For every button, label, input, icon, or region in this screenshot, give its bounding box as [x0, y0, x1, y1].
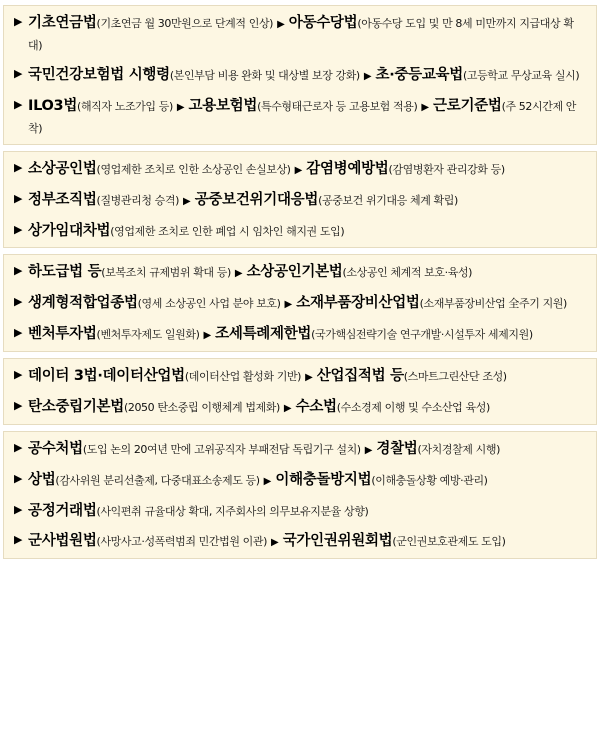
law-name: 공중보건위기대응법: [194, 192, 319, 208]
separator-triangle-icon: ▶: [283, 403, 292, 414]
list-item: [14, 500, 586, 521]
list-item: [14, 469, 586, 491]
law-description: (자치경찰제 시행): [417, 443, 500, 456]
law-name: 기초연금법: [28, 15, 97, 31]
law-name: 상법: [28, 472, 56, 488]
bullet-triangle-icon: ▶: [14, 441, 23, 454]
law-description: (도입 논의 20여년 만에 고위공직자 부패전담 독립기구 설치): [82, 443, 361, 456]
law-name: 공수처법: [28, 441, 83, 457]
law-description: (본인부담 비용 완화 및 대상별 보장 강화): [169, 69, 360, 82]
bullet-triangle-icon: ▶: [14, 472, 23, 485]
list-item: [14, 323, 586, 345]
law-name: 정부조직법: [28, 192, 97, 208]
law-name: 데이터 3법·데이터산업법: [28, 368, 185, 384]
law-section-box: [3, 254, 597, 352]
bullet-triangle-icon: ▶: [14, 399, 23, 412]
law-description: (영세 소상공인 사업 분야 보호): [137, 297, 281, 310]
list-item: [14, 365, 586, 387]
bullet-triangle-icon: ▶: [14, 264, 23, 277]
law-section-box: [3, 5, 597, 145]
list-item: [14, 530, 586, 552]
law-description: (스마트그린산단 조성): [403, 370, 507, 383]
law-description: (사익편취 규율대상 확대, 지주회사의 의무보유지분율 상향): [96, 505, 369, 518]
law-name: 공정거래법: [28, 503, 97, 519]
law-name: 수소법: [295, 399, 337, 415]
separator-triangle-icon: ▶: [203, 330, 212, 341]
law-description: (해직자 노조가입 등): [77, 100, 173, 113]
law-description: (주 52시간제 안착): [28, 100, 577, 135]
list-item: [14, 12, 586, 55]
separator-triangle-icon: ▶: [363, 71, 372, 82]
separator-triangle-icon: ▶: [294, 165, 303, 176]
law-name: 감염병예방법: [306, 161, 389, 177]
law-name: 국가인권위원회법: [282, 533, 393, 549]
separator-triangle-icon: ▶: [284, 299, 293, 310]
bullet-triangle-icon: ▶: [14, 295, 23, 308]
separator-triangle-icon: ▶: [183, 196, 191, 207]
law-name: 국민건강보험법 시행령: [28, 67, 170, 83]
list-item: [14, 396, 586, 418]
law-name: 경찰법: [376, 441, 418, 457]
bullet-triangle-icon: ▶: [14, 368, 23, 381]
law-description: (감사위원 분리선출제, 다중대표소송제도 등): [55, 474, 260, 487]
law-description: (영업제한 조치로 인한 소상공인 손실보상): [96, 163, 291, 176]
law-description: (소상공인 체계적 보호·육성): [342, 266, 473, 279]
list-item: [14, 438, 586, 460]
bullet-triangle-icon: ▶: [14, 503, 23, 516]
bullet-triangle-icon: ▶: [14, 326, 23, 339]
bullet-triangle-icon: ▶: [14, 98, 23, 111]
law-description: (기초연금 월 30만원으로 단계적 인상): [96, 17, 274, 30]
list-item: [14, 220, 586, 241]
law-name: 산업집적법 등: [316, 368, 404, 384]
separator-triangle-icon: ▶: [176, 102, 185, 113]
law-name: 소상공인법: [28, 161, 97, 177]
law-description: (영업제한 조치로 인한 폐업 시 임차인 해지권 도입): [110, 225, 345, 238]
law-section-box: [3, 431, 597, 559]
bullet-triangle-icon: ▶: [14, 15, 23, 28]
law-name: 상가임대차법: [28, 223, 111, 239]
list-item: [14, 64, 586, 86]
separator-triangle-icon: ▶: [421, 102, 430, 113]
law-name: 군사법원법: [28, 533, 97, 549]
law-name: 벤처투자법: [28, 326, 97, 342]
law-name: 이해충돌방지법: [275, 472, 372, 488]
law-name: 근로기준법: [433, 98, 502, 114]
law-description: (벤처투자제도 일원화): [96, 328, 200, 341]
separator-triangle-icon: ▶: [277, 19, 285, 30]
law-description: (이해충돌상황 예방·관리): [371, 474, 488, 487]
law-description: (공중보건 위기대응 체계 확립): [318, 194, 458, 207]
law-description: (사망사고·성폭력범죄 민간법원 이관): [96, 535, 268, 548]
law-description: (보복조치 규제범위 확대 등): [101, 266, 231, 279]
law-name: 소상공인기본법: [246, 264, 343, 280]
law-description: (소재부품장비산업 全주기 지원): [419, 297, 567, 310]
law-description: (2050 탄소중립 이행체계 법제화): [123, 401, 280, 414]
law-name: 하도급법 등: [28, 264, 102, 280]
law-name: 아동수당법: [288, 15, 358, 31]
law-name: ILO3법: [28, 98, 78, 114]
bullet-triangle-icon: ▶: [14, 533, 23, 546]
law-name: 생계형적합업종법: [28, 295, 138, 311]
separator-triangle-icon: ▶: [364, 445, 373, 456]
law-description: (질병관리청 승격): [96, 194, 180, 207]
law-description: (군인권보호관제도 도입): [392, 535, 506, 548]
law-name: 고용보험법: [188, 98, 258, 114]
list-item: [14, 292, 586, 314]
bullet-triangle-icon: ▶: [14, 223, 23, 236]
list-item: [14, 189, 586, 211]
law-section-box: [3, 358, 597, 425]
law-name: 소재부품장비산업법: [296, 295, 420, 311]
list-item: [14, 158, 586, 180]
bullet-triangle-icon: ▶: [14, 161, 23, 174]
law-description: (수소경제 이행 및 수소산업 육성): [336, 401, 490, 414]
law-name: 초·중등교육법: [375, 67, 463, 83]
separator-triangle-icon: ▶: [234, 268, 243, 279]
law-description: (특수형태근로자 등 고용보험 적용): [257, 100, 418, 113]
law-name: 탄소중립기본법: [28, 399, 124, 415]
bullet-triangle-icon: ▶: [14, 67, 23, 80]
law-description: (감염병환자 관리강화 등): [388, 163, 505, 176]
bullet-triangle-icon: ▶: [14, 192, 23, 205]
law-description: (고등학교 무상교육 실시): [462, 69, 580, 82]
list-item: [14, 261, 586, 283]
law-description: (데이터산업 활성화 기반): [184, 370, 302, 383]
list-item: [14, 95, 586, 138]
law-section-box: [3, 151, 597, 248]
law-name: 조세특례제한법: [215, 326, 312, 342]
law-description: (국가핵심전략기술 연구개발·시설투자 세제지원): [311, 328, 533, 341]
law-description: (아동수당 도입 및 만 8세 미만까지 지급대상 확대): [28, 17, 574, 52]
separator-triangle-icon: ▶: [263, 476, 272, 487]
separator-triangle-icon: ▶: [271, 537, 279, 548]
separator-triangle-icon: ▶: [305, 372, 313, 383]
